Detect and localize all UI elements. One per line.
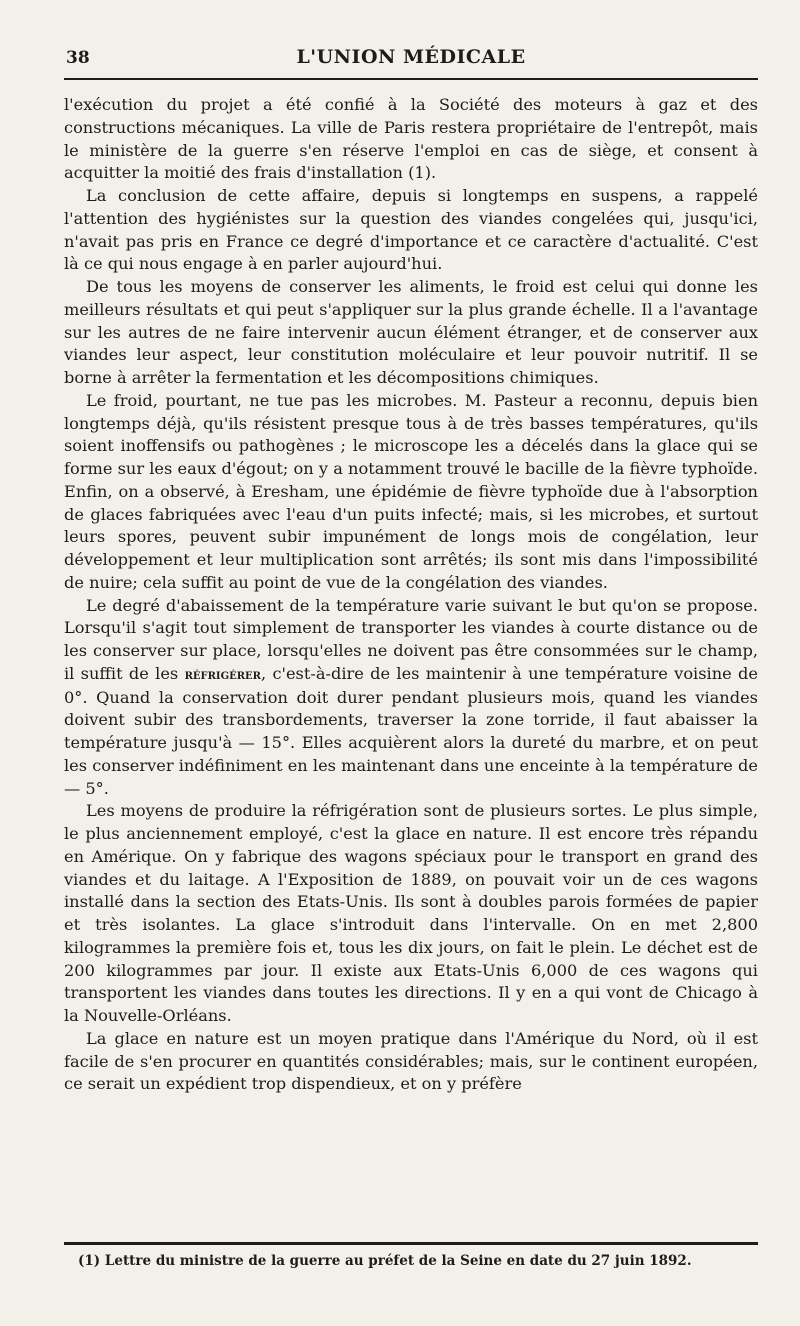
paragraph-4: Le froid, pourtant, ne tue pas les microbes. M. Pasteur a reconnu, depuis bien longtemps déjà, qu'ils résistent presque tous à de très basses températures, qu'ils soient inoffensifs ou pathogènes ; le microscope les a décelés dans la glace qui se forme sur les eaux d'égout; on y a notamment trouvé le bacille de la fièvre typhoïde. Enfin, on a observé, à Eresham, une épidémie de fièvre typhoïde due à l'absorption de glaces fabriquées avec l'eau d'un puits infecté; mais, si les microbes, et surtout leurs spores, peuvent subir impunément de longs mois de congélation, leur développement et leur multiplication sont arrêtés; ils sont mis dans l'impossibilité de nuire; cela suffit au point de vue de la congélation des viandes.	[64, 390, 758, 592]
page-header	[64, 44, 758, 74]
page-number: 38	[66, 48, 90, 68]
paragraph-5	[64, 595, 758, 801]
footnote-rule	[64, 1242, 758, 1245]
paragraph-6: Les moyens de produire la réfrigération sont de plusieurs sortes. Le plus simple, le plus anciennement employé, c'est la glace en nature. Il est encore très répandu en Amérique. On y fabrique des wagons spéciaux pour le transport en grand des viandes et du laitage. A l'Exposition de 1889, on pouvait voir un de ces wagons installé dans la section des Etats-Unis. Ils sont à doubles parois formées de papier et très isolantes. La glace s'introduit dans l'intervalle. On en met 2,800 kilogrammes la première fois et, tous les dix jours, on fait le plein. Le déchet est de 200 kilogrammes par jour. Il existe aux Etats-Unis 6,000 de ces wagons qui transportent les viandes dans toutes les directions. Il y en a qui vont de Chicago à la Nouvelle-Orléans.	[64, 801, 758, 1025]
paragraph-5-lead: Le degré d'abaissement de la température varie suivant le but qu'on se propose.	[86, 595, 758, 615]
term-refrigerer: réfrigérer	[184, 666, 261, 683]
document-page	[64, 0, 758, 1326]
header-rule	[64, 78, 758, 80]
paragraph-7: La glace en nature est un moyen pratique dans l'Amérique du Nord, où il est facile de s'en procurer en quantités considérables; mais, sur le continent européen, ce serait un expédient trop dispendieux, et on y préfère	[64, 1028, 758, 1094]
paragraph-2: La conclusion de cette affaire, depuis si longtemps en suspens, a rappelé l'attention des hygiénistes sur la question des viandes congelées qui, jusqu'ici, n'avait pas pris en France ce degré d'importance et ce caractère d'actualité. C'est là ce qui nous engage à en parler aujourd'hui.	[64, 186, 758, 274]
paragraph-5-body: Lorsqu'il s'agit tout simplement de transporter les viandes à courte distance ou de les conserver sur place, lorsqu'elles ne doivent pas être consommées sur le champ, il suffit de les	[64, 618, 758, 683]
body-text	[64, 94, 758, 1096]
paragraph-1: l'exécution du projet a été confié à la Société des moteurs à gaz et des constructions mécaniques. La ville de Paris restera propriétaire de l'entrepôt, mais le ministère de la guerre s'en réserve l'emploi en cas de siège, et consent à acquitter la moitié des frais d'installation (1).	[64, 95, 758, 183]
footnote: (1) Lettre du ministre de la guerre au préfet de la Seine en date du 27 juin 1892.	[78, 1253, 692, 1269]
paragraph-5-tail: , c'est-à-dire de les maintenir à une température voisine de 0°. Quand la conservation doit durer pendant plusieurs mois, quand les viandes doivent subir des transbordements, traverser la zone torride, il faut abaisser la température jusqu'à — 15°. Elles acquièrent alors la dureté du marbre, et on peut les conserver indéfiniment en les maintenant dans une enceinte à la température de — 5°.	[64, 663, 758, 798]
paragraph-3: De tous les moyens de conserver les aliments, le froid est celui qui donne les meilleurs résultats et qui peut s'appliquer sur la plus grande échelle. Il a l'avantage sur les autres de ne faire intervenir aucun élément étranger, et de conserver aux viandes leur aspect, leur constitution moléculaire et leur pouvoir nutritif. Il se borne à arrêter la fermentation et les décompositions chimiques.	[64, 277, 758, 387]
running-title: L'UNION MÉDICALE	[296, 46, 526, 68]
